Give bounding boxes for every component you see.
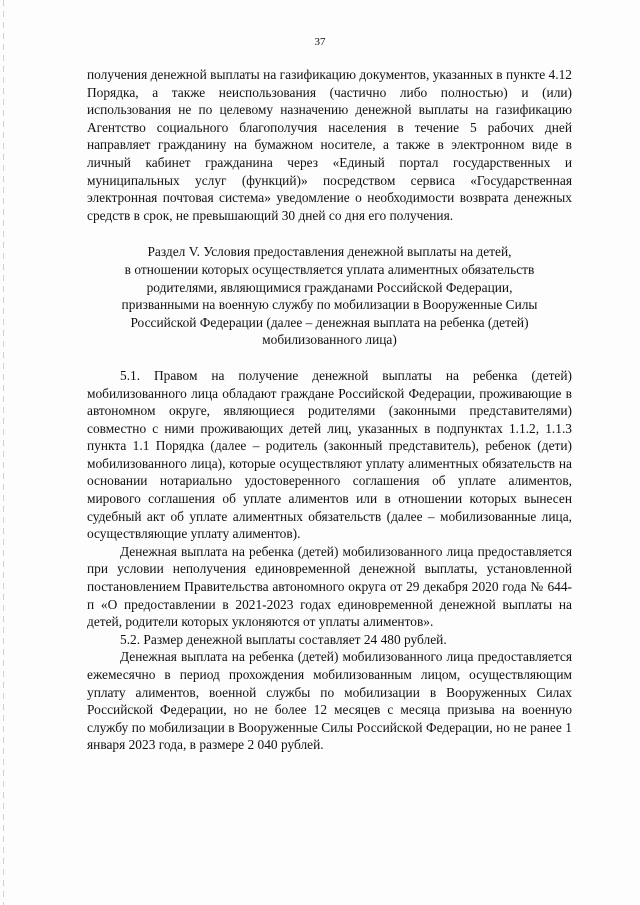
section-title-line: родителями, являющимися гражданами Российской Федерации, <box>146 279 513 295</box>
section-title-line: Раздел V. Условия предоставления денежной выплаты на детей, <box>147 244 512 260</box>
page-number: 37 <box>314 36 326 48</box>
paragraph-5-2: 5.2. Размер денежной выплаты составляет 24 480 рублей. <box>120 631 447 647</box>
section-title-line: в отношении которых осуществляется уплата алиментных обязательств <box>124 261 535 277</box>
section-title <box>87 243 572 349</box>
section-title-line: призванными на военную службу по мобилизации в Вооруженные Силы <box>121 297 538 313</box>
paragraph-5-2-details: Денежная выплата на ребенка (детей) мобилизованного лица предоставляется ежемесячно в период прохождения мобилизованным лицом, осуществляющим уплату алиментов, военной службы по мобилизации в Вооруженных Силах Российской Федерации, но не более 12 месяцев с месяца призыва на военную службу по мобилизации в Вооруженные Силы Российской Федерации, но не ранее 1 января 2023 года, в размере 2 040 рублей. <box>87 649 572 753</box>
document-body <box>87 66 572 754</box>
section-title-line: Российской Федерации (далее – денежная выплата на ребенка (детей) <box>130 314 529 330</box>
scan-edge-artifact <box>3 0 4 905</box>
paragraph-5-1-condition: Денежная выплата на ребенка (детей) мобилизованного лица предоставляется при условии неполучения единовременной денежной выплаты, установленной постановлением Правительства автономного округа от 29 декабря 2020 года № 644-п «О предоставлении в 2021-2023 годах единовременной денежной выплаты на детей, родители которых уклоняются от уплаты алиментов». <box>87 543 572 630</box>
paragraph-5-1: 5.1. Правом на получение денежной выплаты на ребенка (детей) мобилизованного лица обладают граждане Российской Федерации, проживающие в автономном округе, являющиеся родителями (законными представителями) совместно с ними проживающих детей лиц, указанных в подпунктах 1.1.2, 1.1.3 пункта 1.1 Порядка (далее – родитель (законный представитель), ребенок (дети) мобилизованного лица), которые осуществляют уплату алиментных обязательств на основании нотариально удостоверенного соглашения об уплате алиментов, мирового соглашения об уплате алиментов или в отношении которых вынесен судебный акт об уплате алиментных обязательств (далее – мобилизованные лица, осуществляющие уплату алиментов). <box>87 367 572 542</box>
section-title-line: мобилизованного лица) <box>262 332 397 348</box>
paragraph-continuation: получения денежной выплаты на газификацию документов, указанных в пункте 4.12 Порядка, а также неиспользования (частично либо полностью) и (или) использования не по целевому назначению денежной выплаты на газификацию Агентство социального благополучия населения в течение 5 рабочих дней направляет гражданину на бумажном носителе, а также в электронном виде в личный кабинет гражданина через «Единый портал государственных и муниципальных услуг (функций)» посредством сервиса «Государственная электронная почтовая система» уведомление о необходимости возврата денежных средств в срок, не превышающий 30 дней со дня его получения. <box>87 67 572 223</box>
